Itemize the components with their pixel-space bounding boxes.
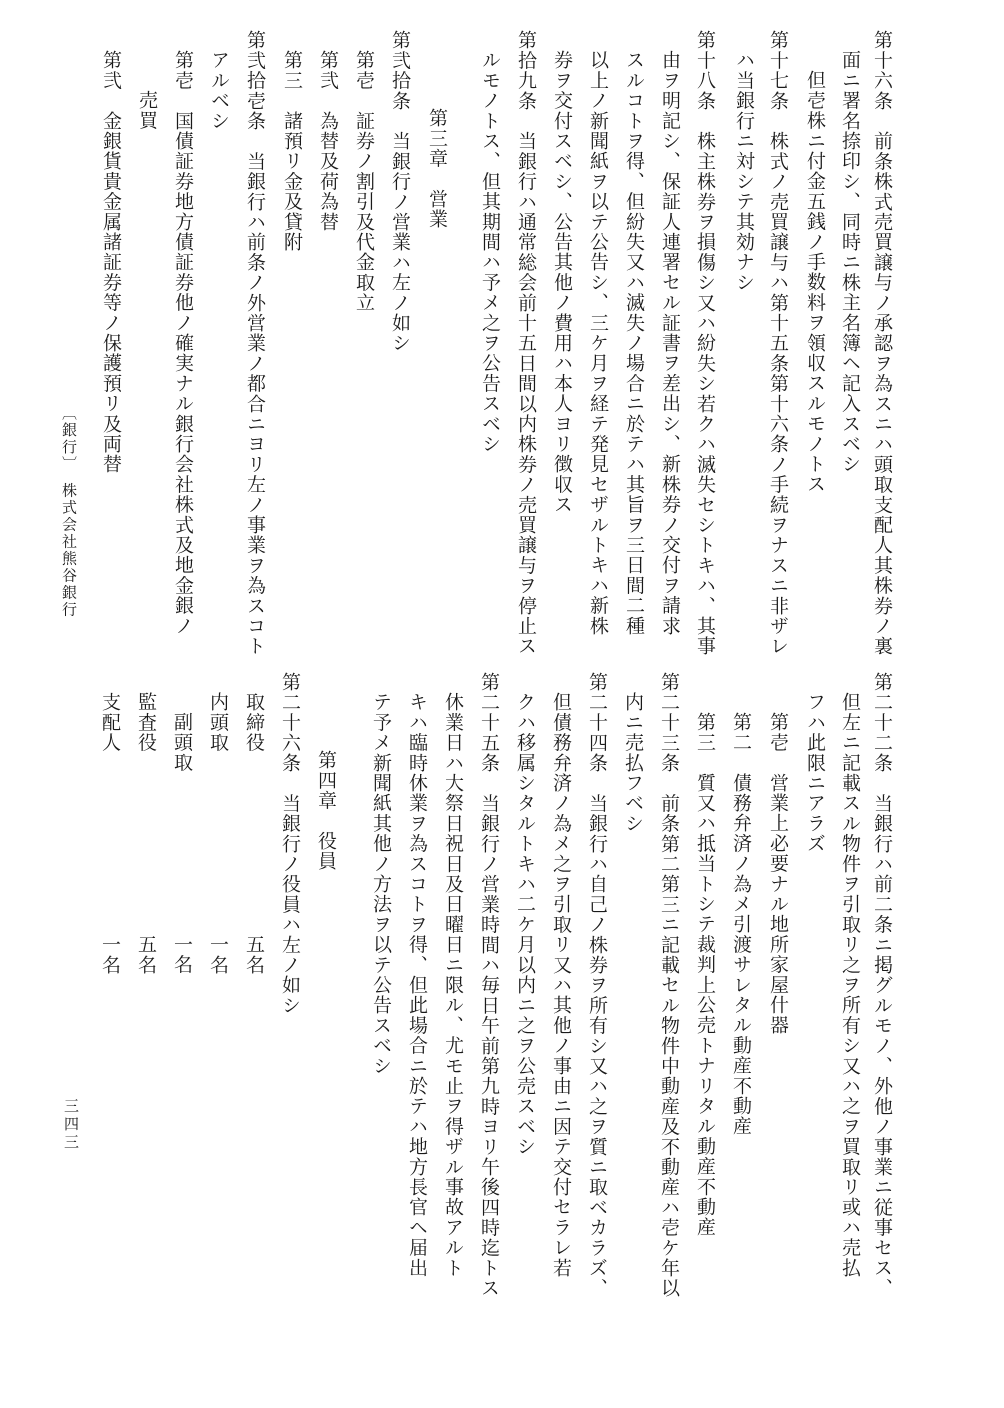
text-column: 売買 (136, 90, 158, 131)
text-column: 第二 債務弁済ノ為メ引渡サレタル動産不動産 (730, 712, 752, 1137)
text-column: 第三 諸預リ金及貸附 (281, 50, 303, 252)
text-column: ルモノトス、但其期間ハ予メ之ヲ公告スベシ (479, 50, 501, 454)
text-column: 内ニ売払フベシ (622, 692, 644, 834)
text-column: 第十八条 株主株券ヲ損傷シ又ハ紛失シ若クハ滅失セシトキハ、其事 (694, 30, 716, 657)
text-column: フハ此限ニアラズ (804, 692, 826, 854)
text-column: ハ当銀行ニ対シテ其効ナシ (733, 50, 755, 293)
text-column: 券ヲ交付スベシ、公告其他ノ費用ハ本人ヨリ徴収ス (551, 50, 573, 515)
text-column: 第十六条 前条株式売買譲与ノ承認ヲ為スニハ頭取支配人其株券ノ裏 (871, 30, 893, 657)
text-column: 第壱 国債証券地方債証券他ノ確実ナル銀行会社株式及地金銀ノ (172, 50, 194, 636)
text-column: 但壱株ニ付金五銭ノ手数料ヲ領収スルモノトス (804, 70, 826, 495)
text-column: 第三章 営業 (426, 108, 448, 230)
text-column: クハ移属シタルトキハ二ケ月以内ニ之ヲ公売スベシ (514, 692, 536, 1157)
text-column: 由ヲ明記シ、保証人連署セル証書ヲ差出シ、新株券ノ交付ヲ請求 (659, 50, 681, 636)
text-column: 面ニ署名捺印シ、同時ニ株主名簿ヘ記入スベシ (839, 50, 861, 475)
text-column: 第二十四条 当銀行ハ自己ノ株券ヲ所有シ又ハ之ヲ質ニ取ベカラズ、 (586, 672, 608, 1299)
text-column: 副頭取 一名 (171, 712, 193, 975)
text-column: 第拾九条 当銀行ハ通常総会前十五日間以内株券ノ売買譲与ヲ停止ス (515, 30, 537, 657)
text-column: 支配人 一名 (99, 692, 121, 975)
text-column: 第弐 為替及荷為替 (317, 50, 339, 232)
text-column: 第弐拾壱条 当銀行ハ前条ノ外営業ノ都合ニヨリ左ノ事業ヲ為スコト (244, 30, 266, 657)
text-column: 第十七条 株式ノ売買譲与ハ第十五条第十六条ノ手続ヲナスニ非ザレ (767, 30, 789, 657)
text-column: 第二十五条 当銀行ノ営業時間ハ毎日午前第九時ヨリ午後四時迄トス (478, 672, 500, 1299)
text-column: 第弐 金銀貨貴金属諸証券等ノ保護預リ及両替 (100, 50, 122, 475)
text-column: 休業日ハ大祭日祝日及日曜日ニ限ル、尤モ止ヲ得ザル事故アルト (442, 692, 464, 1278)
text-column: キハ臨時休業ヲ為スコトヲ得、但此場合ニ於テハ地方長官ヘ届出 (406, 692, 428, 1278)
text-column: 第弐拾条 当銀行ノ営業ハ左ノ如シ (389, 30, 411, 354)
running-header: 〔銀行〕 株式会社熊谷銀行 (60, 405, 78, 619)
text-column: 第二十二条 当銀行ハ前二条ニ掲グルモノ、外他ノ事業ニ従事セス、 (871, 672, 893, 1299)
text-column: 但債務弁済ノ為メ之ヲ引取リ又ハ其他ノ事由ニ因テ交付セラレ若 (550, 692, 572, 1278)
text-column: 取締役 五名 (243, 692, 265, 975)
text-column: 第三 質又ハ抵当トシテ裁判上公売トナリタル動産不動産 (694, 712, 716, 1238)
text-column: 以上ノ新聞紙ヲ以テ公告シ、三ケ月ヲ経テ発見セザルトキハ新株 (587, 50, 609, 636)
page-number: 三四三 (62, 1098, 80, 1152)
text-column: 監査役 五名 (135, 692, 157, 975)
text-column: アルベシ (208, 50, 230, 131)
text-column: スルコトヲ得、但紛失又ハ滅失ノ場合ニ於テハ其旨ヲ三日間二種 (623, 50, 645, 636)
text-column: 第四章 役員 (315, 750, 337, 872)
text-column: 第二十六条 当銀行ノ役員ハ左ノ如シ (279, 672, 301, 1016)
text-column: 内頭取 一名 (207, 692, 229, 975)
text-column: 第壱 営業上必要ナル地所家屋什器 (767, 712, 789, 1036)
text-column: 第壱 証券ノ割引及代金取立 (353, 50, 375, 313)
text-column: テ予メ新聞紙其他ノ方法ヲ以テ公告スベシ (370, 692, 392, 1076)
text-column: 第二十三条 前条第二第三ニ記載セル物件中動産及不動産ハ壱ケ年以 (658, 672, 680, 1299)
text-column: 但左ニ記載スル物件ヲ引取リ之ヲ所有シ又ハ之ヲ買取リ或ハ売払 (839, 692, 861, 1278)
